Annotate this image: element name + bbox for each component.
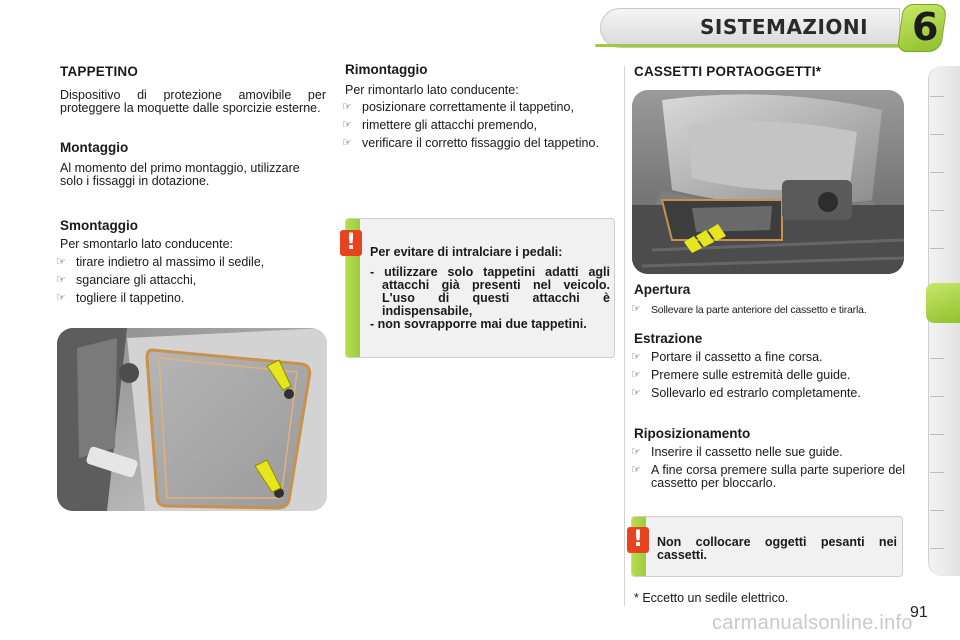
rimontaggio-intro: Per rimontarlo lato conducente:	[345, 83, 519, 97]
hand-pointer-icon: ☞	[631, 351, 641, 363]
hand-pointer-icon: ☞	[56, 274, 66, 286]
list-item: ☞ tirare indietro al massimo il sedile,	[56, 255, 265, 269]
footnote: * Eccetto un sedile elettrico.	[634, 591, 789, 605]
chapter-number: 6	[912, 5, 939, 49]
chapter-tab-active	[926, 283, 960, 323]
tab-divider	[930, 548, 944, 549]
tab-divider	[930, 210, 944, 211]
heading-apertura: Apertura	[634, 282, 691, 297]
hand-pointer-icon: ☞	[631, 369, 641, 381]
column-divider	[624, 66, 625, 606]
tab-divider	[930, 472, 944, 473]
section-title-cassetti: CASSETTI PORTAOGGETTI*	[634, 64, 822, 79]
list-item: ☞ verificare il corretto fissaggio del tappetino.	[342, 136, 599, 150]
warning-item: - utilizzare solo tappetini adatti agli attacchi già presenti nel veicolo. L'uso di questi attacchi è indispensabile,	[370, 265, 610, 318]
list-item: ☞ A fine corsa premere sulla parte superiore del cassetto per bloccarlo.	[631, 463, 905, 490]
list-item: ☞ Premere sulle estremità delle guide.	[631, 368, 851, 382]
heading-smontaggio: Smontaggio	[60, 218, 138, 233]
tab-divider	[930, 248, 944, 249]
hand-pointer-icon: ☞	[631, 303, 641, 315]
heading-riposizionamento: Riposizionamento	[634, 426, 751, 441]
tab-divider	[930, 434, 944, 435]
heading-estrazione: Estrazione	[634, 331, 703, 346]
list-item: ☞ Sollevarlo ed estrarlo completamente.	[631, 386, 861, 400]
tab-divider	[930, 96, 944, 97]
header-accent-stripe	[595, 44, 915, 47]
list-item: ☞ Inserire il cassetto nelle sue guide.	[631, 445, 843, 459]
page-number: 91	[910, 604, 928, 621]
hand-pointer-icon: ☞	[342, 137, 352, 149]
watermark: carmanualsonline.info	[712, 612, 913, 634]
seat-drawer-photo	[632, 90, 904, 274]
exclamation-icon: !	[627, 527, 649, 553]
tab-divider	[930, 134, 944, 135]
list-item: ☞ posizionare correttamente il tappetino,	[342, 100, 574, 114]
list-item: ☞ rimettere gli attacchi premendo,	[342, 118, 538, 132]
tab-divider	[930, 510, 944, 511]
hand-pointer-icon: ☞	[342, 119, 352, 131]
warning-text: Non collocare oggetti pesanti nei cassetti.	[657, 535, 897, 562]
floor-mat-photo	[57, 328, 327, 511]
montaggio-text: Al momento del primo montaggio, utilizzare solo i fissaggi in dotazione.	[60, 161, 300, 188]
tappetino-intro: Dispositivo di protezione amovibile per proteggere la moquette dalle sporcizie esterne.	[60, 88, 326, 115]
hand-pointer-icon: ☞	[631, 387, 641, 399]
heading-montaggio: Montaggio	[60, 140, 129, 155]
list-item: ☞ sganciare gli attacchi,	[56, 273, 197, 287]
smontaggio-intro: Per smontarlo lato conducente:	[60, 237, 234, 251]
list-item: ☞ Portare il cassetto a fine corsa.	[631, 350, 823, 364]
list-item: ☞ togliere il tappetino.	[56, 291, 185, 305]
warning-heading: Per evitare di intralciare i pedali:	[370, 245, 563, 259]
tab-divider	[930, 396, 944, 397]
heading-rimontaggio: Rimontaggio	[345, 62, 428, 77]
section-title-tappetino: TAPPETINO	[60, 64, 139, 79]
warning-item: - non sovrapporre mai due tappetini.	[370, 317, 587, 331]
hand-pointer-icon: ☞	[631, 464, 641, 476]
tab-divider	[930, 172, 944, 173]
hand-pointer-icon: ☞	[56, 256, 66, 268]
list-item: ☞ Sollevare la parte anteriore del cassetto e tirarla.	[631, 303, 867, 316]
hand-pointer-icon: ☞	[631, 446, 641, 458]
chapter-title: SISTEMAZIONI	[700, 15, 869, 39]
exclamation-icon: !	[340, 230, 362, 256]
tab-divider	[930, 358, 944, 359]
hand-pointer-icon: ☞	[342, 101, 352, 113]
hand-pointer-icon: ☞	[56, 292, 66, 304]
